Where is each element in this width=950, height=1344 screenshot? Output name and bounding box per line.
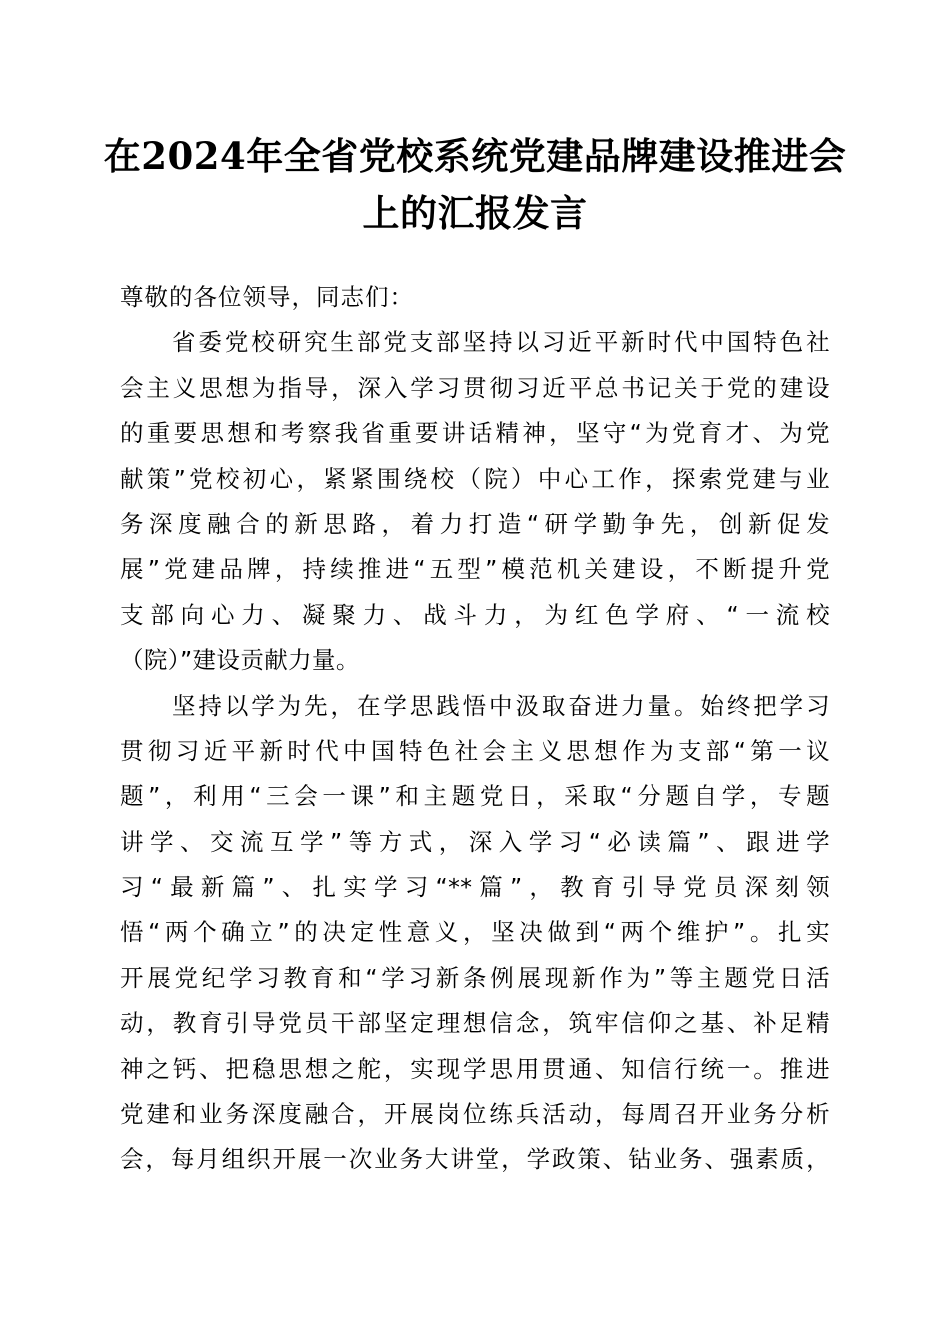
- salutation: 尊敬的各位领导，同志们：: [120, 283, 414, 311]
- paragraph-line: 讲学、交流互学”等方式，深入学习“必读篇”、跟进学: [120, 827, 830, 856]
- document-body: [120, 275, 830, 1183]
- paragraph-line: 题”，利用“三会一课”和主题党日，采取“分题自学，专题: [120, 782, 830, 811]
- paragraph-line: 务深度融合的新思路，着力打造“研学勤争先，创新促发: [120, 509, 830, 538]
- paragraph-line: 动，教育引导党员干部坚定理想信念，筑牢信仰之基、补足精: [120, 1009, 830, 1038]
- paragraph-2: [120, 684, 830, 1183]
- paragraph-1: [120, 320, 830, 683]
- paragraph-line: 党建和业务深度融合，开展岗位练兵活动，每周召开业务分析: [120, 1100, 830, 1129]
- paragraph-line: 献策”党校初心，紧紧围绕校（院）中心工作，探索党建与业: [120, 464, 830, 493]
- paragraph-line: （院）”建设贡献力量。: [120, 646, 360, 675]
- paragraph-line: 会主义思想为指导，深入学习贯彻习近平总书记关于党的建设: [120, 373, 830, 402]
- title-line: 上的汇报发言: [362, 191, 588, 235]
- paragraph-line: 开展党纪学习教育和“学习新条例展现新作为”等主题党日活: [120, 963, 830, 992]
- paragraph-line: 坚持以学为先，在学思践悟中汲取奋进力量。始终把学习: [172, 691, 830, 720]
- title-line: 在2024年全省党校系统党建品牌建设推进会: [103, 134, 847, 178]
- paragraph-line: 的重要思想和考察我省重要讲话精神，坚守“为党育才、为党: [120, 419, 830, 448]
- paragraph-line: 展”党建品牌，持续推进“五型”模范机关建设，不断提升党: [120, 555, 830, 584]
- paragraph-line: 神之钙、把稳思想之舵，实现学思用贯通、知信行统一。推进: [120, 1054, 830, 1083]
- paragraph-line: 省委党校研究生部党支部坚持以习近平新时代中国特色社: [172, 328, 830, 357]
- paragraph-line: 会，每月组织开展一次业务大讲堂，学政策、钻业务、强素质，: [120, 1145, 830, 1174]
- paragraph-line: 贯彻习近平新时代中国特色社会主义思想作为支部“第一议: [120, 736, 830, 765]
- paragraph-line: 习“最新篇”、扎实学习“**篇”，教育引导党员深刻领: [120, 873, 830, 902]
- paragraph-line: 支部向心力、凝聚力、战斗力，为红色学府、“一流校: [120, 600, 830, 629]
- paragraph-line: 悟“两个确立”的决定性意义，坚决做到“两个维护”。扎实: [120, 918, 830, 947]
- document-title: [100, 128, 850, 242]
